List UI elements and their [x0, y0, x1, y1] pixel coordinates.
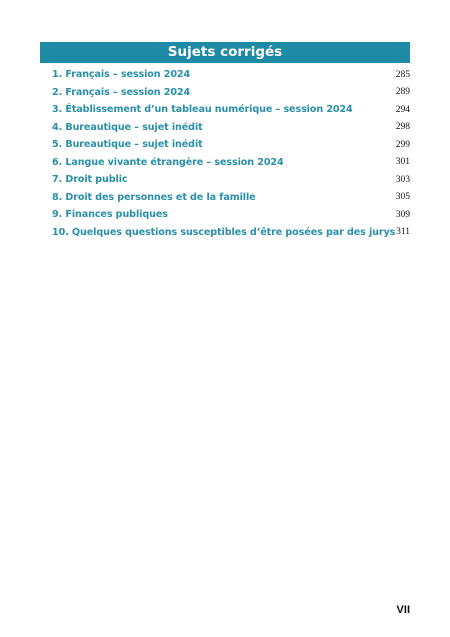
toc-entry-2[interactable] — [52, 84, 412, 102]
toc-entry-6[interactable] — [52, 154, 412, 172]
toc-entry-title: 8. Droit des personnes et de la famille — [52, 191, 256, 203]
toc-entry-5[interactable] — [52, 136, 412, 154]
toc-entry-page: 294 — [395, 104, 410, 115]
toc-entry-3[interactable] — [52, 101, 412, 119]
toc-entry-page: 301 — [395, 157, 410, 168]
toc-entry-title: 3. Établissement d’un tableau numérique – session 2024 — [52, 104, 353, 116]
toc-entry-8[interactable] — [52, 189, 412, 207]
toc-entry-title: 4. Bureautique – sujet inédit — [52, 121, 203, 133]
toc-entry-page: 305 — [395, 192, 410, 203]
toc-entry-page: 289 — [395, 87, 410, 98]
toc-entry-page: 303 — [395, 174, 410, 185]
toc-entry-1[interactable] — [52, 66, 412, 84]
toc-entry-title: 1. Français – session 2024 — [52, 69, 191, 81]
page-number: VII — [396, 604, 410, 616]
toc-entry-4[interactable] — [52, 119, 412, 137]
toc-entry-7[interactable] — [52, 171, 412, 189]
toc-entry-10[interactable] — [52, 224, 412, 242]
toc-entry-title: 5. Bureautique – sujet inédit — [52, 139, 203, 151]
toc-entry-title: 9. Finances publiques — [52, 209, 168, 221]
toc-entry-title: 2. Français – session 2024 — [52, 86, 191, 98]
toc-entry-9[interactable] — [52, 206, 412, 224]
toc-entry-page: 298 — [395, 122, 410, 133]
toc-entry-title: 6. Langue vivante étrangère – session 2024 — [52, 156, 284, 168]
toc-entry-title: 7. Droit public — [52, 174, 128, 186]
section-title: Sujets corrigés — [167, 44, 283, 60]
toc-entry-title: 10. Quelques questions susceptibles d’être posées par des jurys — [52, 226, 396, 238]
toc-entry-page: 311 — [396, 227, 410, 238]
toc-entry-page: 309 — [395, 209, 410, 220]
section-banner — [40, 42, 410, 63]
table-of-contents — [52, 66, 412, 241]
toc-entry-page: 285 — [395, 69, 410, 80]
toc-entry-page: 299 — [395, 139, 410, 150]
